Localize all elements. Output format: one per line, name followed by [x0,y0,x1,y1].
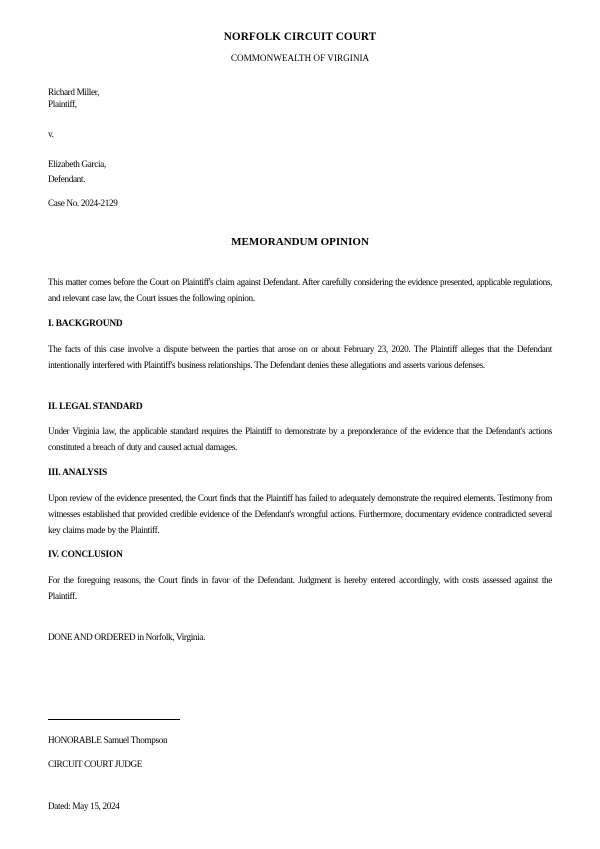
judge-name: HONORABLE Samuel Thompson [48,735,168,745]
court-name: NORFOLK CIRCUIT COURT [223,31,377,43]
section-heading-legal-standard: II. LEGAL STANDARD [48,402,143,412]
defendant-role: Defendant. [48,174,86,184]
plaintiff-name: Richard Miller, [48,87,100,97]
dated-line: Dated: May 15, 2024 [48,801,120,811]
plaintiff-role: Plaintiff, [48,99,77,109]
section-text-analysis: Upon review of the evidence presented, the Court finds that the Plaintiff has failed to adequately demonstrate the required elements. Testimony from witnesses established that provided credible evidence of the Defendant's wrongful actions. Furthermore, documentary evidence contradicted several key claims made by the Plaintiff. [48,493,552,535]
section-heading-analysis: III. ANALYSIS [48,468,108,478]
versus-label: v. [48,129,54,139]
judge-title: CIRCUIT COURT JUDGE [48,759,143,769]
section-heading-background: I. BACKGROUND [48,319,123,329]
section-text-background: The facts of this case involve a dispute between the parties that arose on or about February 23, 2020. The Plaintiff alleges that the Defendant intentionally interfered with Plaintiff's business relationships. The Defendant denies these allegations and asserts various defenses. [48,344,552,370]
case-number: Case No. 2024-2129 [48,198,118,208]
section-heading-conclusion: IV. CONCLUSION [48,550,123,560]
court-jurisdiction: COMMONWEALTH OF VIRGINIA [230,53,370,63]
section-text-conclusion: For the foregoing reasons, the Court finds in favor of the Defendant. Judgment is hereby entered accordingly, with costs assessed against the Plaintiff. [48,575,552,601]
intro-paragraph: This matter comes before the Court on Plaintiff's claim against Defendant. After carefully considering the evidence presented, applicable regulations, and relevant case law, the Court issues the following opinion. [48,277,552,303]
defendant-name: Elizabeth Garcia, [48,159,106,169]
signature-line [48,719,180,720]
document-title: MEMORANDUM OPINION [231,236,369,248]
section-text-legal-standard: Under Virginia law, the applicable standard requires the Plaintiff to demonstrate by a preponderance of the evidence that the Defendant's actions constituted a breach of duty and caused actual damages. [48,426,552,452]
closing-statement: DONE AND ORDERED in Norfolk, Virginia. [48,632,206,642]
